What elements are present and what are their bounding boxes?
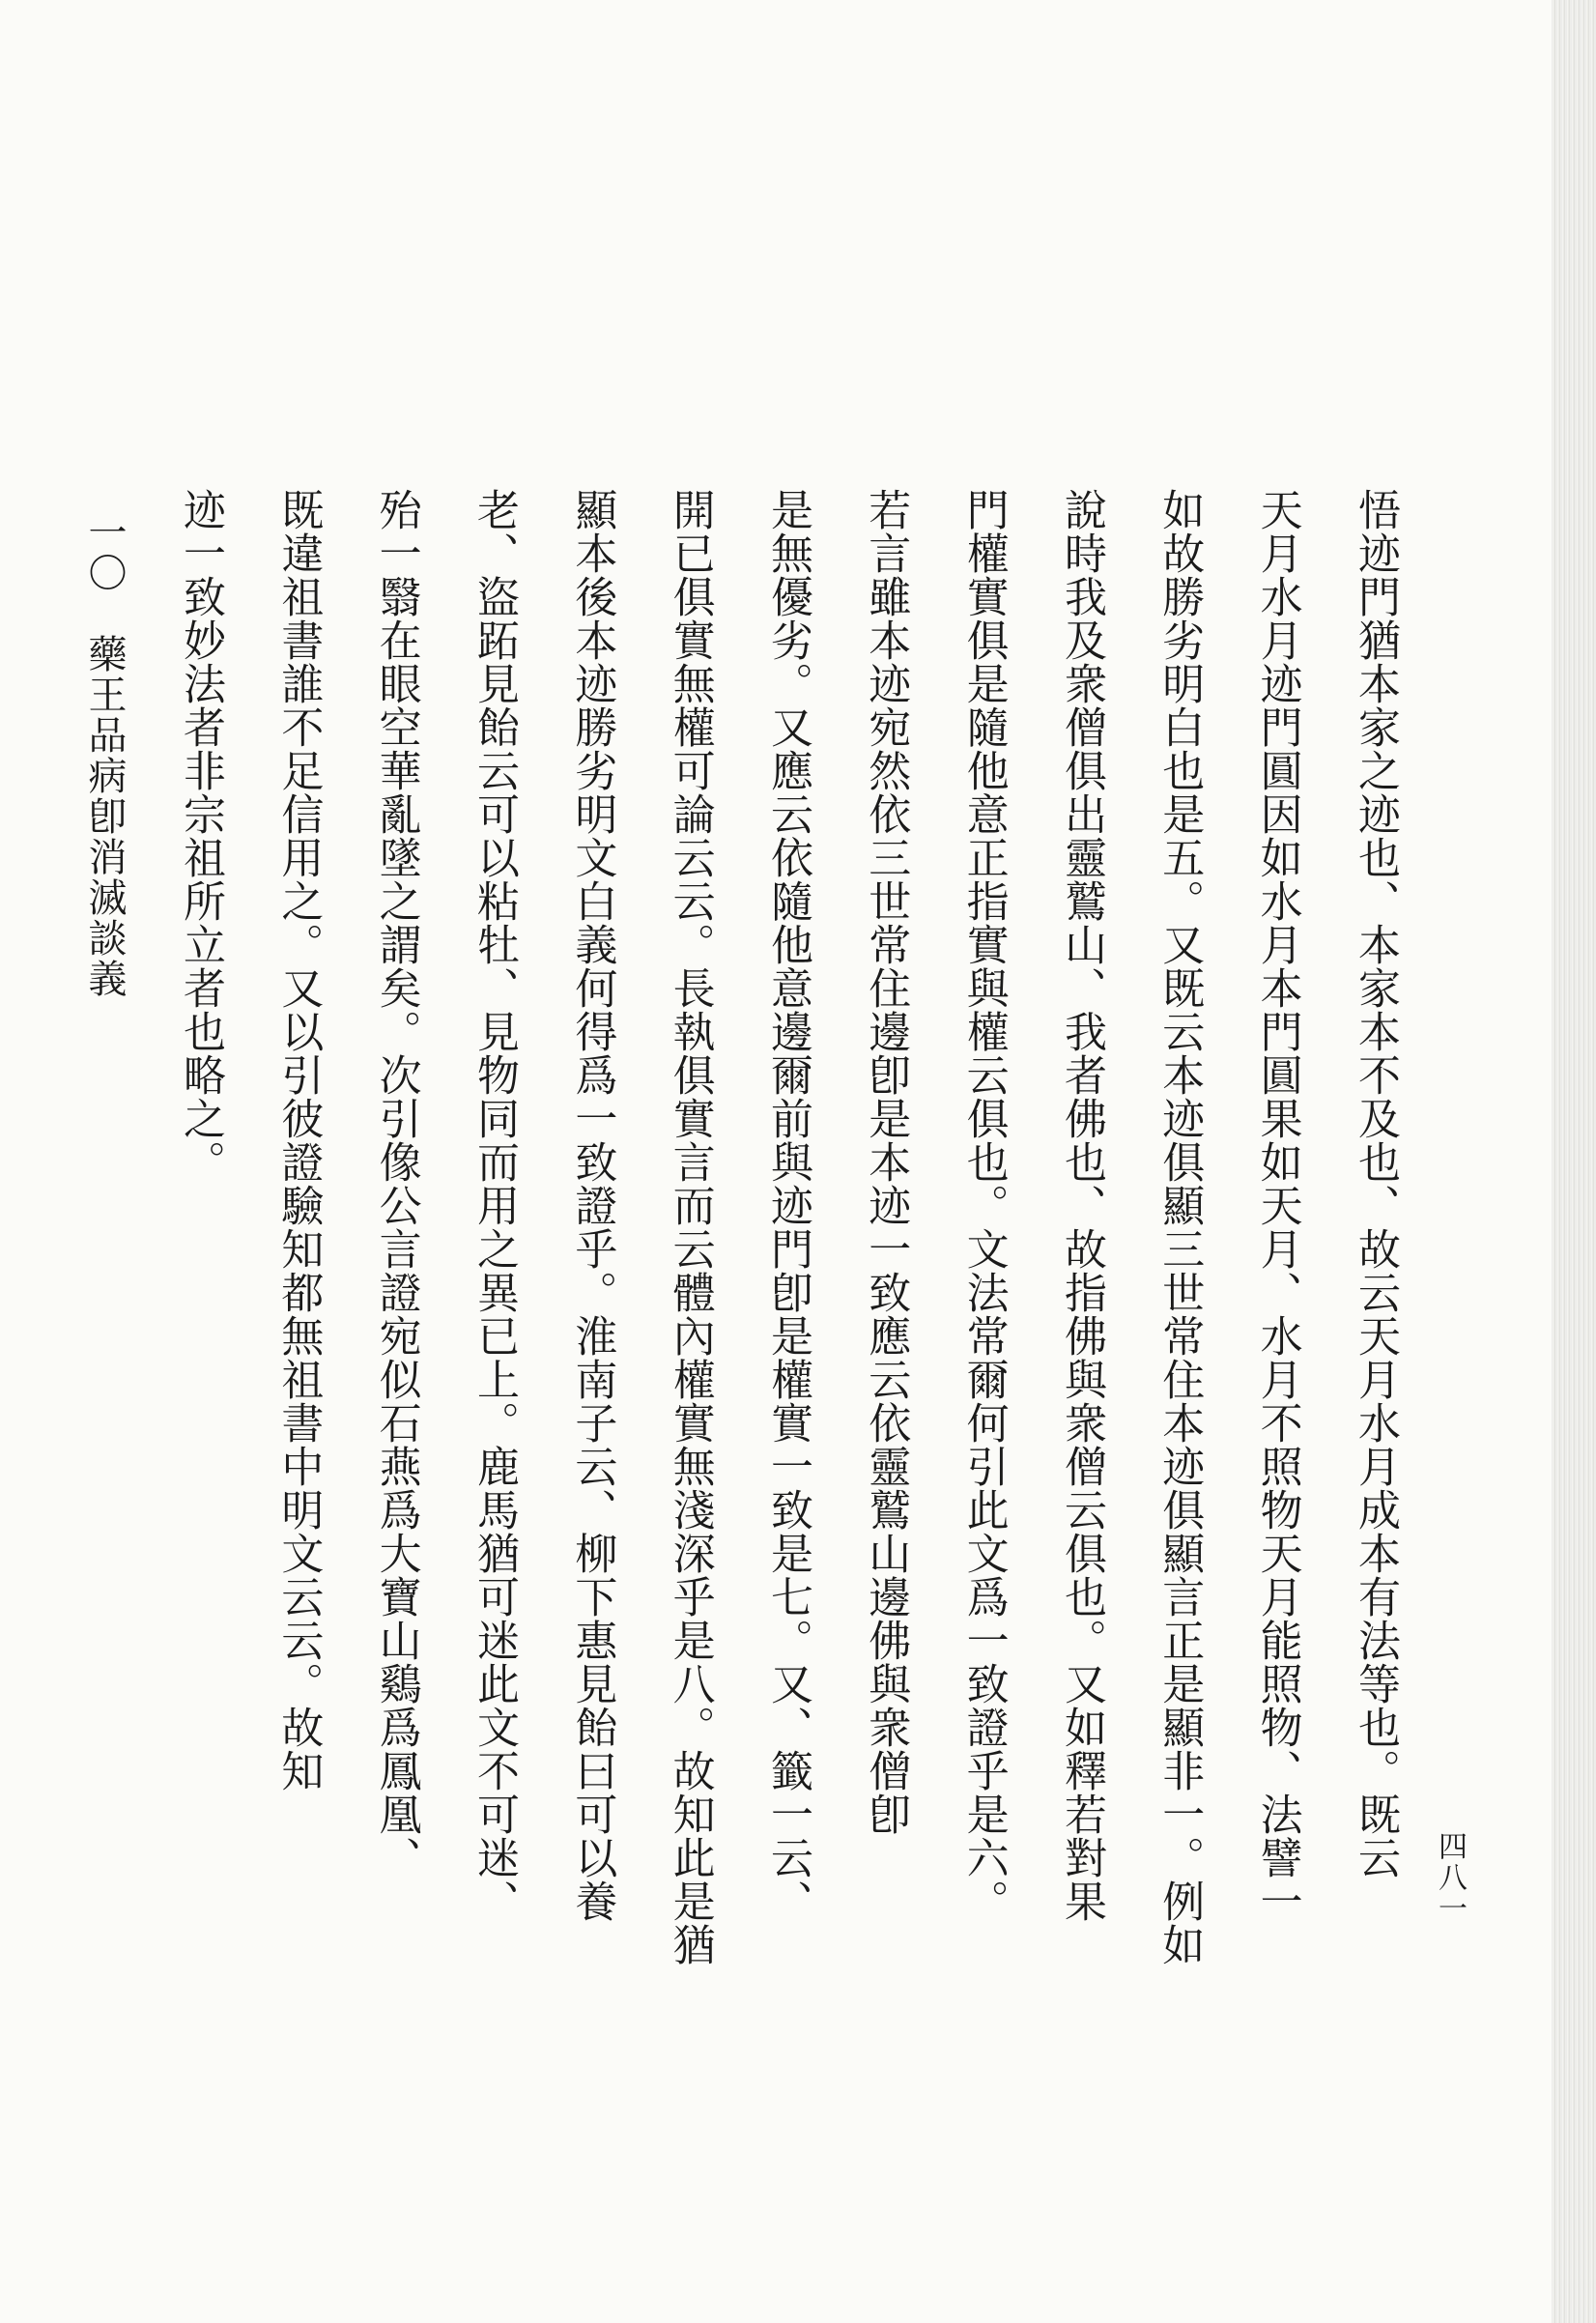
text-column: 是無優劣。又應云依隨他意邊爾前與迹門卽是權實一致是七。又、籤一云、: [762, 488, 812, 1923]
body-text: [176, 488, 1400, 2082]
page-edge: [1552, 0, 1596, 2323]
text-column: 若言雖本迹宛然依三世常住邊卽是本迹一致應云依靈鷲山邊佛與衆僧卽: [861, 488, 911, 1836]
text-column: 老、盜跖見飴云可以粘牡、見物同而用之異已上。鹿馬猶可迷此文不可迷、: [469, 488, 519, 1923]
text-column: 迹一致妙法者非宗祖所立者也略之。: [176, 488, 225, 1184]
text-column: 悟迹門猶本家之迹也、本家本不及也、故云天月水月成本有法等也。既云: [1350, 488, 1400, 1879]
text-column: 門權實俱是隨他意正指實與權云俱也。文法常爾何引此文爲一致證乎是六。: [958, 488, 1009, 1923]
text-column: 說時我及衆僧俱出靈鷲山、我者佛也、故指佛與衆僧云俱也。又如釋若對果: [1056, 488, 1106, 1923]
text-column: 如故勝劣明白也是五。又既云本迹俱顯三世常住本迹俱顯言正是顯非一。例如: [1154, 488, 1205, 1966]
text-column: 既違祖書誰不足信用之。又以引彼證驗知都無祖書中明文云云。故知: [273, 488, 324, 1792]
page-number: 四八一: [1433, 1831, 1467, 1924]
text-column: 顯本後本迹勝劣明文白義何得爲一致證乎。淮南子云、柳下惠見飴曰可以養: [567, 488, 617, 1923]
text-column: 殆一翳在眼空華亂墜之謂矣。次引像公言證宛似石燕爲大寶山鷄爲鳳凰、: [371, 488, 421, 1879]
running-title: 一〇 藥王品病卽消滅談義: [82, 512, 127, 999]
text-column: 開已俱實無權可論云云。長執俱實言而云體內權實無淺深乎是八。故知此是猶: [665, 488, 715, 1966]
text-column: 天月水月迹門圓因如水月本門圓果如天月、水月不照物天月能照物、法譬一: [1252, 488, 1302, 1923]
